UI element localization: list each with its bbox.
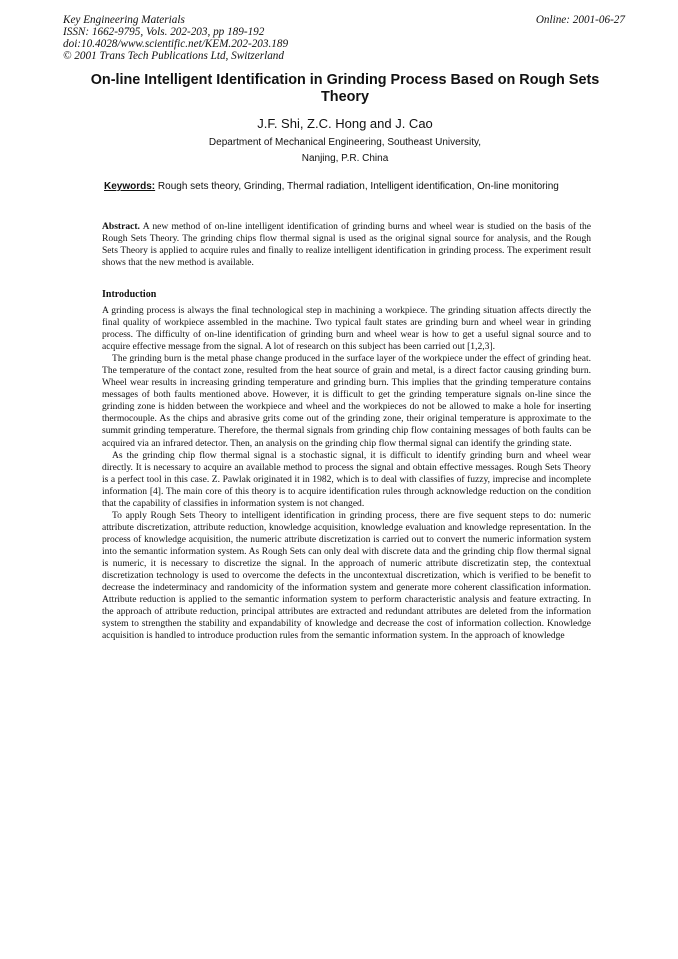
copyright-line: © 2001 Trans Tech Publications Ltd, Switzerland — [63, 50, 284, 62]
paragraph: To apply Rough Sets Theory to intelligent identification in grinding process, there are five sequent steps to do: numeric attribute discretization, attribute reduction, knowledge acquisition, knowledge evaluation and knowledge representation. In the process of knowledge acquisition, the numeric attribute discretization is carried out to convert the numeric information system into the semantic information system. As Rough Sets can only deal with discrete data and the grinding chip flow thermal signal is numeric, it is necessary to discretize the signal. In the approach of numeric attribute discretizatin step, the contextual discretization technology is used to overcome the defects in the uncontextual discretization, which is verified to be benefit to decrease the indeterminacy and randomicity of the information system and generate more coherent classification information. Attribute reduction is applied to the semantic information system to perform characteristic analysis and feature extracting. In the approach of attribute reduction, principal attributes are extracted and redundant attributes are deleted from the information system to strengthen the stability and expandability of knowledge and decrease the cost of information collection. Knowledge acquisition is handled to introduce production rules from the semantic information system. In the approach of knowledge — [102, 509, 591, 642]
abstract-label: Abstract. — [102, 221, 140, 232]
journal-name: Key Engineering Materials — [63, 14, 185, 26]
paper-title: On-line Intelligent Identification in Grinding Process Based on Rough Sets Theory — [90, 72, 600, 105]
abstract-text: A new method of on-line intelligent identification of grinding burns and wheel wear is studied on the basis of the Rough Sets Theory. The grinding chips flow thermal signal is used as the original signal source for analysis, and the Rough Sets Theory is applied to acquire rules and finally to realize intelligent identification in grinding process. The experiment result shows that the new method is available. — [102, 221, 591, 269]
online-date: Online: 2001-06-27 — [535, 14, 625, 26]
keywords-block — [104, 180, 591, 193]
keywords-label: Keywords: — [104, 181, 156, 192]
abstract-block — [102, 221, 591, 269]
author-list: J.F. Shi, Z.C. Hong and J. Cao — [257, 116, 433, 131]
affiliation-location: Nanjing, P.R. China — [301, 153, 389, 164]
introduction-body — [102, 305, 591, 642]
doi-line: doi:10.4028/www.scientific.net/KEM.202-203.189 — [63, 38, 289, 50]
issn-line: ISSN: 1662-9795, Vols. 202-203, pp 189-192 — [63, 26, 265, 38]
section-heading-introduction: Introduction — [102, 289, 157, 300]
paragraph: A grinding process is always the final technological step in machining a workpiece. The grinding situation affects directly the final quality of workpiece assembled in the machine. Two typical fault states are grinding burn and wheel wear in grinding process. The difficulty of on-line identification of grinding burn and wheel wear is how to get a useful signal source and to acquire effective message from the signal. A lot of research on this subject has been carried out [1,2,3]. — [102, 305, 591, 353]
keywords-text: Rough sets theory, Grinding, Thermal radiation, Intelligent identification, On-line monitoring — [157, 181, 559, 192]
affiliation-department: Department of Mechanical Engineering, Southeast University, — [208, 137, 482, 148]
journal-metadata — [63, 14, 288, 62]
paragraph: The grinding burn is the metal phase change produced in the surface layer of the workpiece under the effect of grinding heat. The temperature of the contact zone, resulted from the heat source of grain and metal, is a direct factor causing grinding burn. Wheel wear results in increasing grinding temperature and grinding burn. This implies that the grinding temperature contains messages of both faults mentioned above. However, it is difficult to get the grinding temperature signals on-line since the grinding zone is hidden between the workpiece and wheel and the workpieces do not be allowed to make a hole for inserting thermocouple. As the chips and abrasive grits come out of the grinding zone, their original temperature is approximate to the summit grinding temperature. Therefore, the thermal signals from grinding chip flow containing messages of both faults can be acquired via an infrared detector. Then, an analysis on the grinding chip flow thermal signal can identify the grinding state. — [102, 353, 591, 449]
paragraph: As the grinding chip flow thermal signal is a stochastic signal, it is difficult to identify grinding burn and wheel wear directly. It is necessary to acquire an available method to process the signal and obtain effective messages. Rough Sets Theory is a perfect tool in this case. Z. Pawlak originated it in 1982, which is to deal with classifies of fuzzy, imprecise and incomplete information [4]. The main core of this theory is to acquire identification rules through acknowledge reduction on the condition that the capability of classifies in information system is not changed. — [102, 449, 591, 509]
